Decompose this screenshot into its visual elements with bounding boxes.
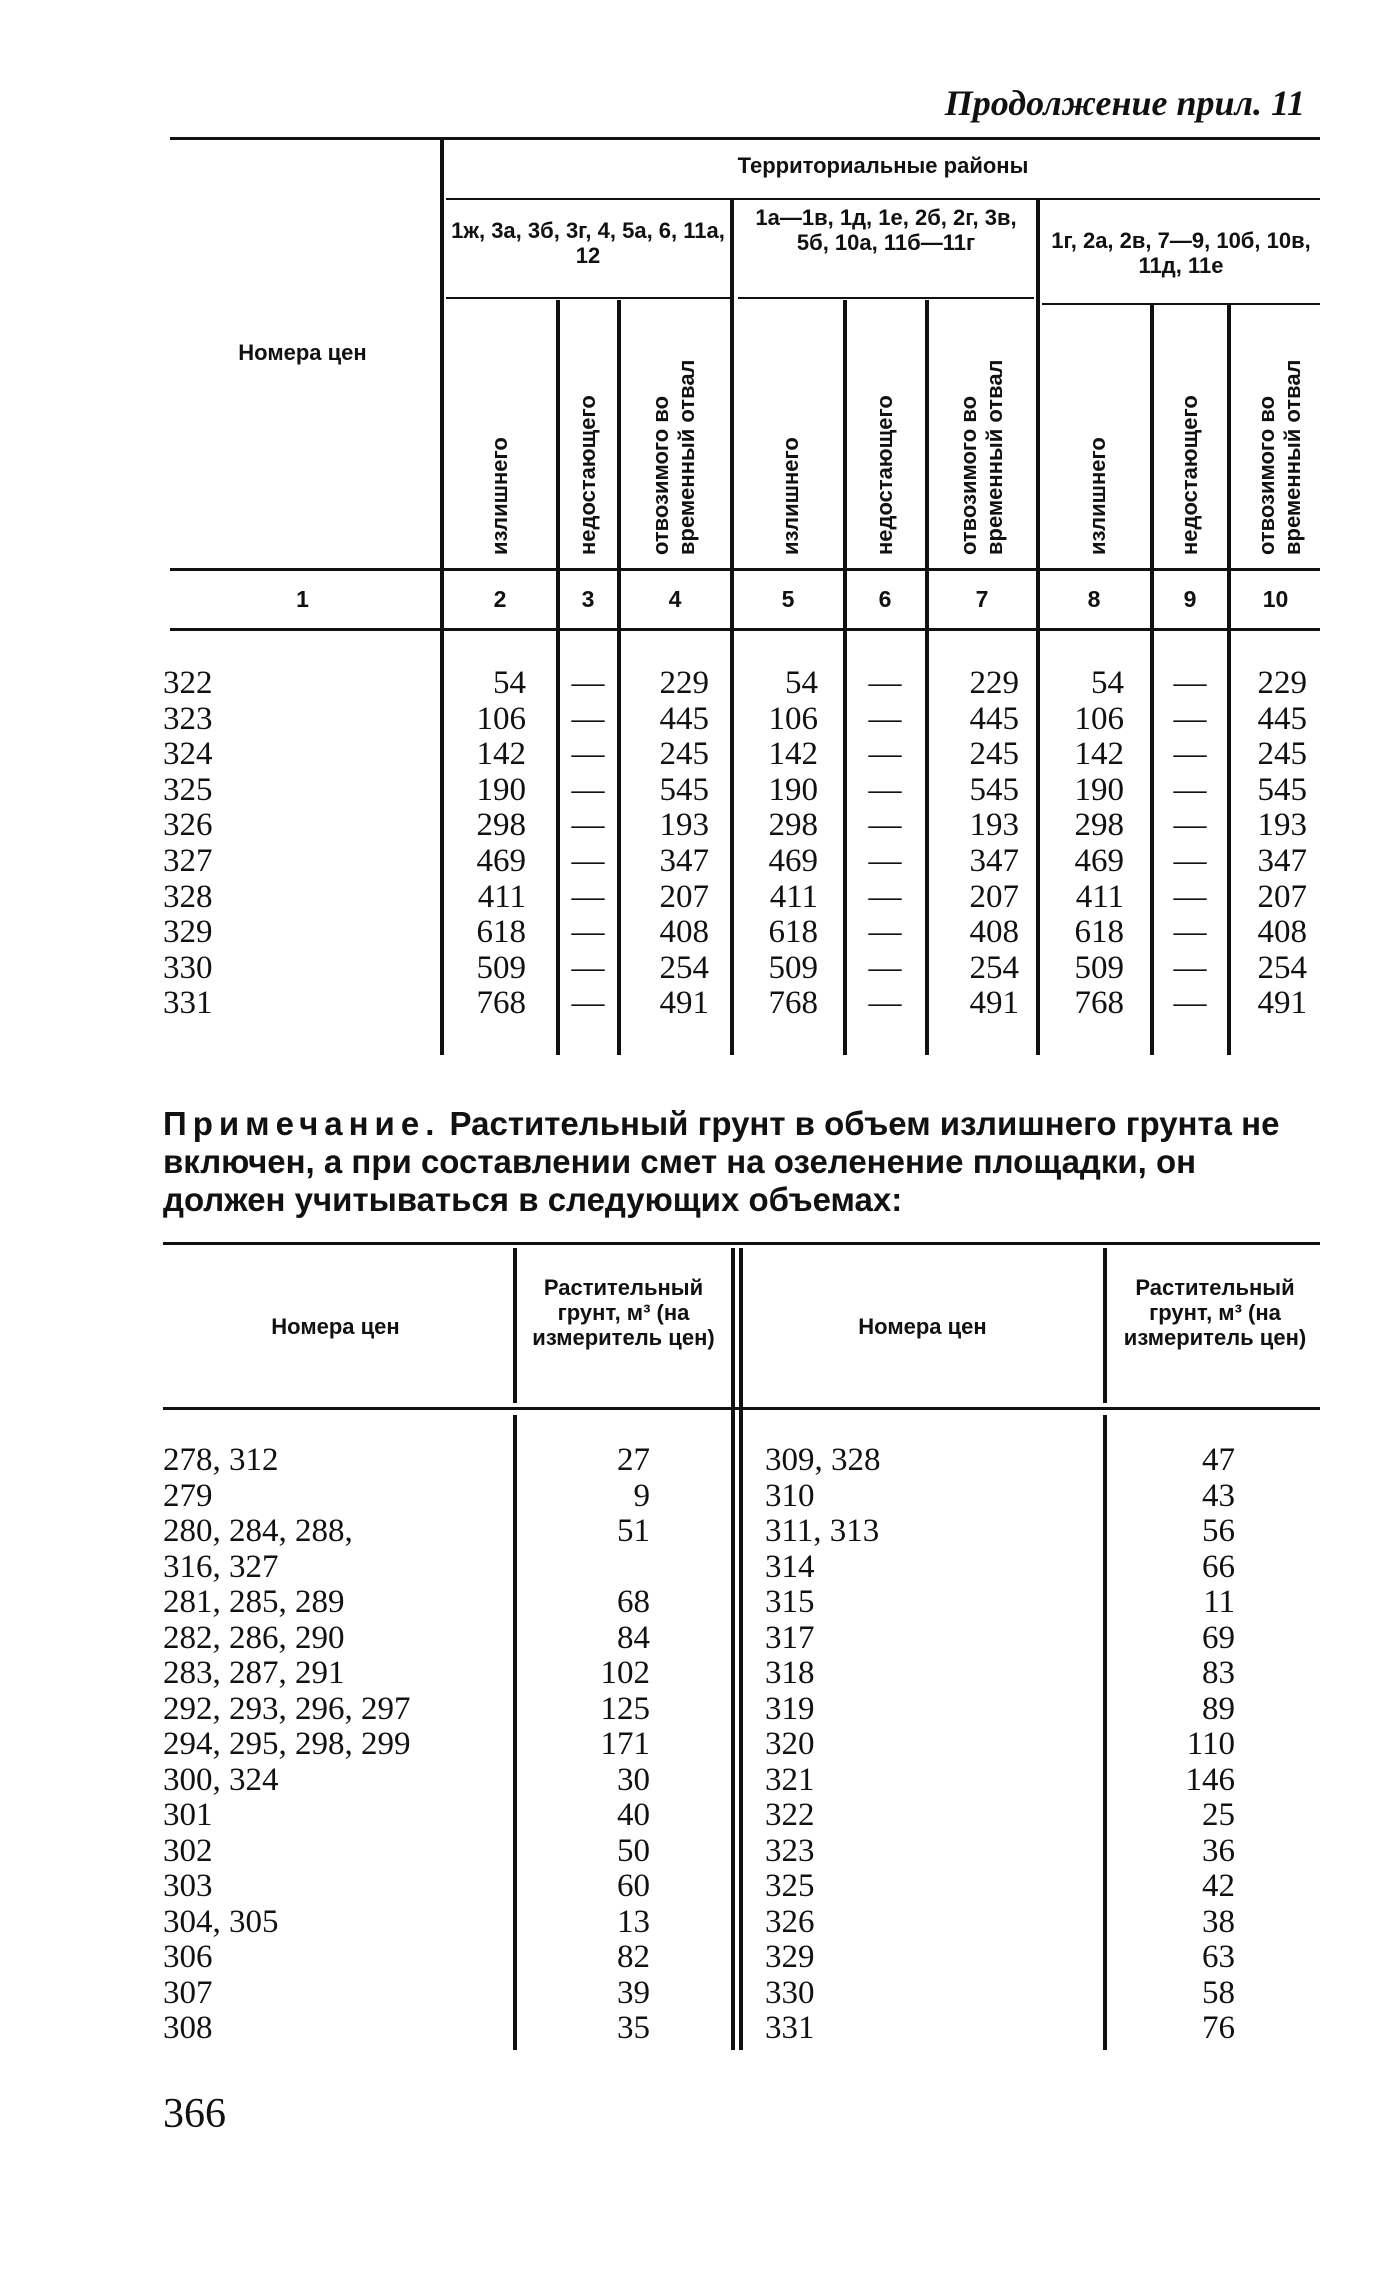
price-numbers: 329 [765, 1939, 815, 1975]
price-numbers: 306 [163, 1939, 213, 1975]
price-numbers: 314 [765, 1548, 815, 1585]
price-number: 326 [163, 807, 213, 844]
subheader-dump-3: отвозимого во временный отвал [1254, 359, 1305, 555]
district-group-1: 1ж, 3а, 3б, 3г, 4, 5а, 6, 11а, 12 [451, 218, 725, 268]
soil-volume: 56 [1202, 1513, 1235, 1549]
value-cell: 408 [1257, 914, 1307, 951]
value-cell: 618 [768, 914, 818, 951]
value-cell: 142 [768, 736, 818, 773]
soil-volume: 51 [617, 1513, 650, 1549]
soil-volume: 42 [1202, 1868, 1235, 1904]
dash-cell: — [571, 843, 605, 879]
dash-cell: — [1173, 878, 1207, 915]
price-number: 330 [163, 949, 213, 986]
price-numbers: 316, 327 [163, 1548, 279, 1585]
dash-cell: — [571, 878, 605, 915]
value-cell: 106 [1074, 700, 1124, 737]
group-header: Территориальные районы [737, 153, 1029, 178]
value-cell: 545 [1257, 771, 1307, 808]
dash-cell: — [868, 665, 902, 701]
price-numbers: 303 [163, 1868, 213, 1904]
note [163, 1105, 1313, 1219]
value-cell: 207 [659, 878, 709, 915]
price-numbers: 310 [765, 1477, 815, 1514]
soil-price-header-right: Номера цен [858, 1314, 987, 1339]
dash-cell: — [571, 807, 605, 844]
price-numbers: 308 [163, 2010, 213, 2046]
price-number: 328 [163, 878, 213, 915]
value-cell: 245 [659, 736, 709, 773]
dash-cell: — [868, 736, 902, 773]
price-numbers: 330 [765, 1974, 815, 2011]
soil-volume: 50 [617, 1832, 650, 1869]
value-cell: 54 [785, 665, 818, 701]
value-cell: 445 [969, 700, 1019, 737]
price-numbers: 278, 312 [163, 1442, 279, 1478]
price-number: 327 [163, 843, 213, 879]
dash-cell: — [1173, 914, 1207, 951]
column-number: 3 [581, 586, 595, 612]
dash-cell: — [1173, 771, 1207, 808]
value-cell: 193 [969, 807, 1019, 844]
price-numbers: 317 [765, 1619, 815, 1656]
note-text: Растительный грунт в объем излишнего грунта не включен, а при составлении смет на озеленение площадки, он должен учитываться в следующих объемах: [163, 1105, 1280, 1218]
value-cell: 408 [659, 914, 709, 951]
value-cell: 491 [659, 985, 709, 1022]
dash-cell: — [571, 914, 605, 951]
soil-volume: 102 [600, 1655, 650, 1691]
soil-volume: 25 [1202, 1797, 1235, 1833]
value-cell: 347 [659, 843, 709, 879]
value-cell: 411 [769, 878, 818, 915]
dash-cell: — [571, 700, 605, 737]
price-numbers: 322 [765, 1797, 815, 1833]
subheader-rule [170, 568, 1320, 571]
dash-cell: — [868, 700, 902, 737]
district-rule-3 [1042, 303, 1320, 305]
value-cell: 106 [476, 700, 526, 737]
subheader-dump-1: отвозимого во временный отвал [648, 359, 699, 555]
price-numbers: 279 [163, 1477, 213, 1514]
column-number: 6 [878, 586, 892, 612]
column-number: 8 [1087, 586, 1101, 612]
dash-cell: — [868, 807, 902, 844]
value-cell: 142 [1074, 736, 1124, 773]
soil-price-header-left: Номера цен [271, 1314, 400, 1339]
soil-volume: 84 [617, 1619, 650, 1656]
dash-cell: — [1173, 985, 1207, 1022]
value-cell: 347 [1257, 843, 1307, 879]
value-cell: 254 [659, 949, 709, 986]
value-cell: 245 [1257, 736, 1307, 773]
soil-volume: 47 [1202, 1442, 1235, 1478]
value-cell: 193 [659, 807, 709, 844]
value-cell: 54 [493, 665, 526, 701]
value-cell: 545 [659, 771, 709, 808]
value-cell: 106 [768, 700, 818, 737]
soil-volume: 89 [1202, 1690, 1235, 1727]
price-numbers: 280, 284, 288, [163, 1513, 353, 1549]
value-cell: 298 [1074, 807, 1124, 844]
soil-volume: 9 [633, 1477, 650, 1514]
value-cell: 254 [969, 949, 1019, 986]
price-numbers: 302 [163, 1832, 213, 1869]
price-numbers: 304, 305 [163, 1903, 279, 1940]
soil-volume: 58 [1202, 1974, 1235, 2011]
price-numbers: 323 [765, 1832, 815, 1869]
value-cell: 254 [1257, 949, 1307, 986]
value-cell: 193 [1257, 807, 1307, 844]
price-numbers: 315 [765, 1584, 815, 1620]
dash-cell: — [571, 665, 605, 701]
value-cell: 545 [969, 771, 1019, 808]
soil-volume: 69 [1202, 1619, 1235, 1656]
price-numbers: 292, 293, 296, 297 [163, 1690, 411, 1727]
value-cell: 411 [477, 878, 526, 915]
table-top-rule [170, 137, 1320, 140]
subheader-deficit-2: недостающего [872, 395, 897, 555]
soil-volume: 40 [617, 1797, 650, 1833]
soil-volume: 82 [617, 1939, 650, 1975]
subheader-deficit-3: недостающего [1177, 395, 1202, 555]
dash-cell: — [1173, 843, 1207, 879]
dash-cell: — [571, 771, 605, 808]
price-numbers: 301 [163, 1797, 213, 1833]
soil-volume: 125 [600, 1690, 650, 1727]
price-numbers: 307 [163, 1974, 213, 2011]
price-numbers: 294, 295, 298, 299 [163, 1726, 411, 1762]
value-cell: 245 [969, 736, 1019, 773]
price-number: 325 [163, 771, 213, 808]
soil-volume: 68 [617, 1584, 650, 1620]
soil-volume-header-left: Растительный грунт, м³ (на измеритель цен) [532, 1275, 715, 1350]
value-cell: 469 [768, 843, 818, 879]
column-number: 7 [975, 586, 989, 612]
subheader-excess-2: излишнего [778, 437, 803, 555]
soil-volume: 146 [1185, 1761, 1235, 1798]
subheader-excess-1: излишнего [487, 437, 512, 555]
district-rule-1 [446, 297, 730, 299]
dash-cell: — [571, 985, 605, 1022]
value-cell: 768 [1074, 985, 1124, 1022]
value-cell: 411 [1075, 878, 1124, 915]
column-number: 9 [1183, 586, 1197, 612]
value-cell: 445 [659, 700, 709, 737]
value-cell: 509 [768, 949, 818, 986]
soil-volume: 43 [1202, 1477, 1235, 1514]
price-numbers: 300, 324 [163, 1761, 279, 1798]
value-cell: 491 [969, 985, 1019, 1022]
value-cell: 768 [476, 985, 526, 1022]
soil-volume: 83 [1202, 1655, 1235, 1691]
value-cell: 298 [476, 807, 526, 844]
dash-cell: — [868, 878, 902, 915]
column-number: 4 [668, 586, 682, 612]
soil-volume: 76 [1202, 2010, 1235, 2046]
price-numbers: 326 [765, 1903, 815, 1940]
dash-cell: — [1173, 949, 1207, 986]
price-number: 324 [163, 736, 213, 773]
soil-volume: 60 [617, 1868, 650, 1904]
dash-cell: — [1173, 807, 1207, 844]
value-cell: 509 [1074, 949, 1124, 986]
subheader-excess-3: излишнего [1085, 437, 1110, 555]
value-cell: 190 [476, 771, 526, 808]
column-number: 1 [296, 586, 309, 612]
value-cell: 469 [1074, 843, 1124, 879]
dash-cell: — [1173, 665, 1207, 701]
price-numbers: 318 [765, 1655, 815, 1691]
price-numbers: 282, 286, 290 [163, 1619, 345, 1656]
price-numbers: 319 [765, 1690, 815, 1727]
soil-volume: 13 [617, 1903, 650, 1940]
soil-volume: 171 [600, 1726, 650, 1762]
dash-cell: — [571, 736, 605, 773]
dash-cell: — [868, 985, 902, 1022]
value-cell: 229 [1257, 665, 1307, 701]
soil-volume: 30 [617, 1761, 650, 1798]
value-cell: 54 [1091, 665, 1124, 701]
value-cell: 618 [1074, 914, 1124, 951]
dash-cell: — [1173, 736, 1207, 773]
running-header: Продолжение прил. 11 [944, 83, 1305, 123]
soil-volume: 110 [1186, 1726, 1235, 1762]
soil-volume: 27 [617, 1442, 650, 1478]
price-numbers: 311, 313 [765, 1513, 880, 1549]
dash-cell: — [1173, 700, 1207, 737]
value-cell: 207 [1257, 878, 1307, 915]
header-bottom-rule [170, 628, 1320, 631]
subheader-dump-2: отвозимого во временный отвал [956, 359, 1007, 555]
price-number: 323 [163, 700, 213, 737]
dash-cell: — [571, 949, 605, 986]
value-cell: 618 [476, 914, 526, 951]
column-number: 5 [781, 586, 795, 612]
page-number: 366 [163, 2091, 226, 2137]
subheader-deficit-1: недостающего [575, 395, 600, 555]
column-number: 10 [1262, 586, 1289, 612]
soil-volume: 66 [1202, 1548, 1235, 1585]
value-cell: 491 [1257, 985, 1307, 1022]
soil-volume: 63 [1202, 1939, 1235, 1975]
column-number: 2 [493, 586, 507, 612]
soil-volume-header-right: Растительный грунт, м³ (на измеритель цен) [1123, 1275, 1307, 1350]
price-numbers: 321 [765, 1761, 815, 1798]
district-group-2: 1а—1в, 1д, 1е, 2б, 2г, 3в, 5б, 10а, 11б—11г [755, 205, 1017, 255]
dash-cell: — [868, 914, 902, 951]
value-cell: 509 [476, 949, 526, 986]
soil-table-top-rule [163, 1242, 1320, 1245]
soil-volume: 35 [617, 2010, 650, 2046]
dash-cell: — [868, 843, 902, 879]
price-numbers: 320 [765, 1726, 815, 1762]
price-number: 322 [163, 665, 213, 701]
price-numbers: 309, 328 [765, 1442, 881, 1478]
price-numbers: 283, 287, 291 [163, 1655, 345, 1691]
value-cell: 298 [768, 807, 818, 844]
value-cell: 142 [476, 736, 526, 773]
soil-volume: 38 [1202, 1903, 1235, 1940]
soil-volume: 11 [1203, 1584, 1235, 1620]
value-cell: 408 [969, 914, 1019, 951]
district-rule-2 [738, 297, 1034, 299]
value-cell: 445 [1257, 700, 1307, 737]
dash-cell: — [868, 771, 902, 808]
stub-header: Номера цен [238, 340, 367, 365]
district-group-3: 1г, 2а, 2в, 7—9, 10б, 10в, 11д, 11е [1051, 228, 1311, 278]
soil-volume: 36 [1202, 1832, 1235, 1869]
group-header-rule [446, 198, 1320, 200]
value-cell: 347 [969, 843, 1019, 879]
dash-cell: — [868, 949, 902, 986]
value-cell: 207 [969, 878, 1019, 915]
value-cell: 768 [768, 985, 818, 1022]
value-cell: 469 [476, 843, 526, 879]
note-label: Примечание. [163, 1105, 441, 1142]
value-cell: 190 [1074, 771, 1124, 808]
value-cell: 190 [768, 771, 818, 808]
value-cell: 229 [659, 665, 709, 701]
price-numbers: 325 [765, 1868, 815, 1904]
soil-volume: 39 [617, 1974, 650, 2011]
price-numbers: 331 [765, 2010, 815, 2046]
price-numbers: 281, 285, 289 [163, 1584, 345, 1620]
price-number: 329 [163, 914, 213, 951]
value-cell: 229 [969, 665, 1019, 701]
price-number: 331 [163, 985, 213, 1022]
